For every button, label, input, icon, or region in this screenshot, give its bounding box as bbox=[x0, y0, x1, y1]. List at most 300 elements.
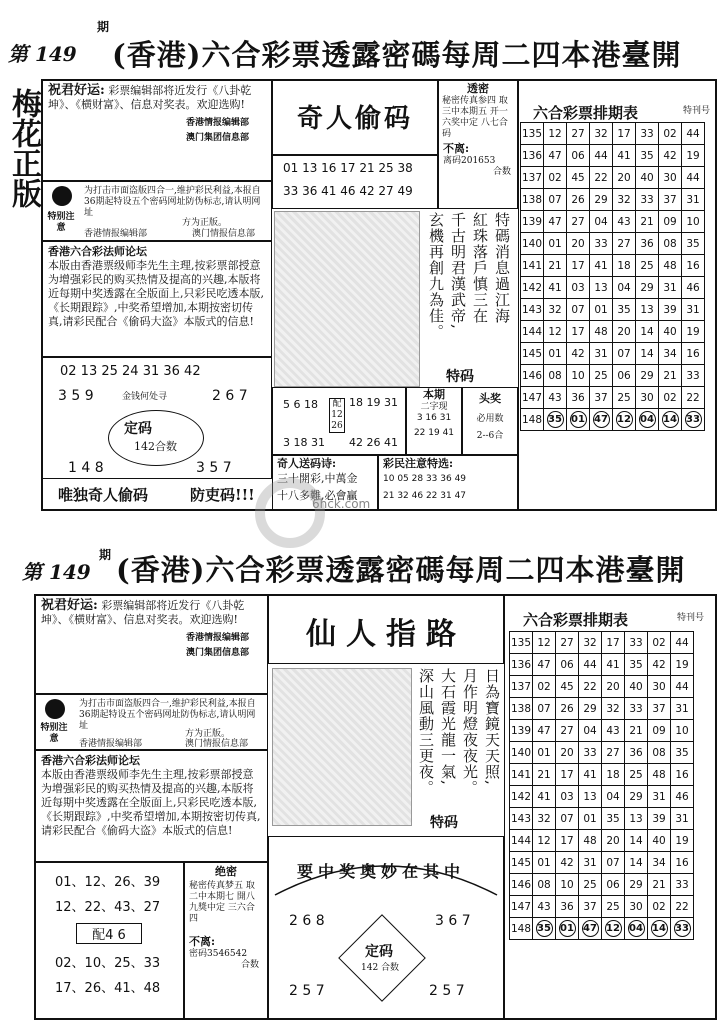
schedule-issue-cell: 142 bbox=[521, 277, 544, 299]
schedule-number-cell: 25 bbox=[579, 874, 602, 896]
notice-body: 为打击市面盗版四合一,维护彩民利益,本报自36期起特设五个密码网址防伪标志,请认明网址 bbox=[84, 186, 261, 218]
schedule-number-cell: 19 bbox=[682, 321, 705, 343]
secret-title: 透密 bbox=[467, 82, 489, 95]
schedule-circled-number bbox=[682, 409, 705, 431]
circled-number: 01 bbox=[570, 411, 587, 428]
schedule-number-cell: 31 bbox=[579, 852, 602, 874]
schedule-issue-cell: 145 bbox=[521, 343, 544, 365]
forum-box-2 bbox=[34, 750, 268, 862]
schedule-number-cell: 02 bbox=[648, 896, 671, 918]
schedule-row bbox=[521, 189, 705, 211]
schedule-number-cell: 30 bbox=[625, 896, 648, 918]
schedule-number-cell: 31 bbox=[671, 808, 694, 830]
schedule-number-cell: 09 bbox=[648, 720, 671, 742]
schedule-number-cell: 33 bbox=[625, 698, 648, 720]
schedule-number-cell: 25 bbox=[602, 896, 625, 918]
benqi-2: 22 19 41 bbox=[413, 428, 455, 438]
schedule-number-cell: 02 bbox=[659, 123, 682, 145]
benqi-title: 本期 bbox=[423, 388, 445, 401]
schedule-issue-cell: 143 bbox=[510, 808, 533, 830]
schedule-number-cell: 36 bbox=[556, 896, 579, 918]
schedule-issue-cell: 141 bbox=[510, 764, 533, 786]
pei-left-2: 3 18 31 bbox=[283, 436, 325, 449]
schedule-number-cell: 07 bbox=[544, 189, 567, 211]
issue-suffix-2: 期 bbox=[99, 548, 112, 562]
schedule-circled-number bbox=[567, 409, 590, 431]
schedule-circled-number bbox=[590, 409, 613, 431]
schedule-number-cell: 09 bbox=[659, 211, 682, 233]
benqi-1: 3 16 31 bbox=[416, 413, 452, 423]
issue-label: 第 149 bbox=[8, 42, 77, 66]
schedule-issue-cell: 136 bbox=[510, 654, 533, 676]
schedule-number-cell: 22 bbox=[682, 387, 705, 409]
schedule-number-cell: 20 bbox=[567, 233, 590, 255]
schedule-number-cell: 44 bbox=[579, 654, 602, 676]
ding-2-label: 定码 bbox=[365, 944, 393, 960]
schedule-number-cell: 07 bbox=[556, 808, 579, 830]
schedule-number-cell: 42 bbox=[556, 852, 579, 874]
schedule-number-cell: 08 bbox=[544, 365, 567, 387]
schedule-number-cell: 12 bbox=[544, 123, 567, 145]
schedule-number-cell: 12 bbox=[533, 632, 556, 654]
schedule-issue-cell: 147 bbox=[521, 387, 544, 409]
schedule-number-cell: 01 bbox=[533, 742, 556, 764]
intro-sign-2: 澳门集团信息部 bbox=[185, 133, 249, 143]
schedule-number-cell: 31 bbox=[659, 277, 682, 299]
watermark-url: 6hck.com bbox=[312, 497, 371, 511]
schedule-number-cell: 26 bbox=[567, 189, 590, 211]
footer-text: 唯独奇人偷码 bbox=[58, 486, 149, 504]
schedule-number-cell: 10 bbox=[556, 874, 579, 896]
schedule-issue-cell: 143 bbox=[521, 299, 544, 321]
songma-1: 三十開彩,中萬金 bbox=[277, 472, 358, 485]
schedule-number-cell: 43 bbox=[602, 720, 625, 742]
notice-box bbox=[41, 181, 272, 241]
schedule-number-cell: 21 bbox=[659, 365, 682, 387]
schedule-issue-cell: 135 bbox=[521, 123, 544, 145]
notice-box-2 bbox=[34, 694, 268, 750]
schedule-number-cell: 27 bbox=[556, 632, 579, 654]
caimin-2: 21 32 46 22 31 47 bbox=[383, 491, 467, 501]
schedule-row bbox=[521, 211, 705, 233]
schedule-number-cell: 35 bbox=[613, 299, 636, 321]
schedule-number-cell: 37 bbox=[579, 896, 602, 918]
schedule-number-cell: 48 bbox=[590, 321, 613, 343]
secret-buli: 不离: bbox=[443, 142, 470, 155]
schedule-number-cell: 43 bbox=[533, 896, 556, 918]
schedule-issue-cell: 138 bbox=[521, 189, 544, 211]
schedule-row bbox=[521, 255, 705, 277]
intro-sign-1-2: 香港情报编辑部 bbox=[185, 633, 249, 643]
issue-label-2: 第 149 bbox=[22, 560, 91, 584]
nums-2-4: 17、26、41、48 bbox=[55, 981, 161, 996]
toujiang-1: 必用数 bbox=[476, 414, 504, 424]
songma-2: 十八多難,必會贏 bbox=[277, 489, 358, 502]
schedule-number-cell: 48 bbox=[659, 255, 682, 277]
ding-count: 142合数 bbox=[134, 440, 177, 453]
poem-col-4: 玄機再創九為佳。 bbox=[427, 212, 445, 340]
schedule-number-cell: 27 bbox=[567, 123, 590, 145]
schedule-number-cell: 40 bbox=[625, 676, 648, 698]
schedule-number-cell: 02 bbox=[659, 387, 682, 409]
jue-buli-2: 不离: bbox=[189, 935, 216, 948]
schedule-number-cell: 33 bbox=[671, 874, 694, 896]
schedule-number-cell: 32 bbox=[602, 698, 625, 720]
schedule-number-cell: 41 bbox=[613, 145, 636, 167]
schedule-number-cell: 20 bbox=[602, 830, 625, 852]
nums-2-2: 12、22、43、27 bbox=[55, 900, 161, 915]
schedule-row bbox=[521, 343, 705, 365]
schedule-number-cell: 22 bbox=[671, 896, 694, 918]
schedule-issue-cell: 145 bbox=[510, 852, 533, 874]
schedule-number-cell: 01 bbox=[544, 233, 567, 255]
caimin-box bbox=[378, 455, 518, 511]
schedule-number-cell: 25 bbox=[590, 365, 613, 387]
intro-body-2: 彩票编辑部将近发行《八卦乾坤》、《横财富》、信息对奖表。欢迎选购! bbox=[41, 599, 245, 626]
secret-box bbox=[438, 79, 518, 209]
secret-body: 秘密传真参四 取三中本期五 开一六奖中定 八七合码 bbox=[442, 96, 508, 139]
schedule-number-cell: 35 bbox=[682, 233, 705, 255]
schedule-row bbox=[521, 365, 705, 387]
schedule-number-cell: 19 bbox=[682, 145, 705, 167]
notice-sign-2-2: 香港情报编辑部 bbox=[79, 739, 143, 749]
schedule-number-cell: 10 bbox=[671, 720, 694, 742]
schedule-number-cell: 04 bbox=[602, 786, 625, 808]
schedule-row bbox=[510, 786, 694, 808]
pei-right-2: 42 26 41 bbox=[349, 436, 398, 449]
schedule-number-cell: 21 bbox=[648, 874, 671, 896]
schedule-number-cell: 08 bbox=[648, 742, 671, 764]
schedule-number-cell: 33 bbox=[636, 123, 659, 145]
schedule-number-cell: 20 bbox=[602, 676, 625, 698]
nums-2-1: 01、12、26、39 bbox=[55, 875, 161, 890]
schedule-number-cell: 17 bbox=[567, 255, 590, 277]
schedule-number-cell: 14 bbox=[625, 830, 648, 852]
feature-nums-2: 33 36 41 46 42 27 49 bbox=[283, 184, 413, 198]
side-title: 梅花正版 bbox=[6, 88, 41, 208]
toujiang-2: 2--6合 bbox=[476, 431, 504, 441]
schedule-number-cell: 16 bbox=[682, 255, 705, 277]
schedule-number-cell: 13 bbox=[579, 786, 602, 808]
issue-suffix: 期 bbox=[97, 20, 110, 34]
circled-number: 33 bbox=[685, 411, 702, 428]
schedule-2-table bbox=[509, 631, 694, 940]
schedule-number-cell: 43 bbox=[544, 387, 567, 409]
schedule-number-cell: 16 bbox=[671, 764, 694, 786]
schedule-number-cell: 44 bbox=[590, 145, 613, 167]
schedule-number-cell: 29 bbox=[579, 698, 602, 720]
numbers-line: 02 13 25 24 31 36 42 bbox=[60, 364, 201, 379]
circled-number: 14 bbox=[662, 411, 679, 428]
circled-number: 47 bbox=[593, 411, 610, 428]
poem-col-3: 千古明君漢武帝, bbox=[449, 212, 467, 330]
schedule-circled-number bbox=[579, 918, 602, 940]
schedule-number-cell: 40 bbox=[648, 830, 671, 852]
schedule-issue-cell: 137 bbox=[510, 676, 533, 698]
schedule-number-cell: 32 bbox=[579, 632, 602, 654]
schedule-number-cell: 17 bbox=[556, 764, 579, 786]
circled-number: 12 bbox=[605, 920, 622, 937]
arc-box-2 bbox=[268, 836, 504, 1020]
intro-body: 彩票编辑部将近发行《八卦乾坤》、《横财富》、信息对奖表。欢迎选购! bbox=[48, 84, 252, 111]
schedule-issue-cell: 148 bbox=[521, 409, 544, 431]
notice-sign-1-2: 方为正版。 bbox=[185, 729, 231, 739]
schedule-number-cell: 33 bbox=[590, 233, 613, 255]
feature-title-box bbox=[272, 79, 438, 155]
schedule-number-cell: 47 bbox=[544, 211, 567, 233]
schedule-number-cell: 48 bbox=[648, 764, 671, 786]
schedule-number-cell: 18 bbox=[613, 255, 636, 277]
schedule-issue-cell: 141 bbox=[521, 255, 544, 277]
notice-sign-3-2: 澳门情报信息部 bbox=[185, 739, 249, 749]
nums-2-pei: 配4 6 bbox=[76, 923, 142, 944]
schedule-number-cell: 31 bbox=[648, 786, 671, 808]
schedule-number-cell: 47 bbox=[533, 720, 556, 742]
schedule-issue-cell: 146 bbox=[521, 365, 544, 387]
schedule-number-cell: 29 bbox=[625, 874, 648, 896]
schedule-number-cell: 40 bbox=[636, 167, 659, 189]
jue-title-2: 绝密 bbox=[215, 865, 237, 878]
schedule-number-cell: 27 bbox=[613, 233, 636, 255]
schedule-number-cell: 13 bbox=[590, 277, 613, 299]
schedule-number-cell: 02 bbox=[544, 167, 567, 189]
schedule-circled-number bbox=[625, 918, 648, 940]
ding-bottom-right: 3 5 7 bbox=[196, 460, 232, 476]
schedule-number-cell: 21 bbox=[544, 255, 567, 277]
schedule-number-cell: 39 bbox=[659, 299, 682, 321]
notice-sign-1: 方为正版。 bbox=[182, 218, 228, 228]
poem-tema: 特码 bbox=[446, 369, 474, 385]
schedule-number-cell: 06 bbox=[556, 654, 579, 676]
schedule-number-cell: 47 bbox=[544, 145, 567, 167]
schedule-number-cell: 07 bbox=[613, 343, 636, 365]
poem-2-tema: 特码 bbox=[430, 815, 458, 831]
benqi-sub: 二字现 bbox=[420, 402, 448, 412]
circled-number: 33 bbox=[674, 920, 691, 937]
schedule-number-cell: 47 bbox=[533, 654, 556, 676]
feature-nums-box bbox=[272, 155, 438, 209]
forum-box bbox=[41, 241, 272, 357]
schedule-number-cell: 07 bbox=[567, 299, 590, 321]
circled-number: 14 bbox=[651, 920, 668, 937]
schedule-number-cell: 04 bbox=[590, 211, 613, 233]
schedule-issue-cell: 135 bbox=[510, 632, 533, 654]
schedule-issue-cell: 147 bbox=[510, 896, 533, 918]
schedule-row bbox=[521, 145, 705, 167]
schedule-number-cell: 30 bbox=[659, 167, 682, 189]
schedule-issue-cell: 139 bbox=[510, 720, 533, 742]
schedule-number-cell: 30 bbox=[636, 387, 659, 409]
circled-number: 47 bbox=[582, 920, 599, 937]
secret-heshu: 合数 bbox=[492, 167, 511, 177]
schedule-issue-cell: 138 bbox=[510, 698, 533, 720]
ding-arc-text: 金钱何处寻 bbox=[122, 392, 168, 402]
schedule-number-cell: 27 bbox=[556, 720, 579, 742]
schedule-number-cell: 41 bbox=[533, 786, 556, 808]
schedule-row bbox=[521, 123, 705, 145]
schedule-row bbox=[510, 852, 694, 874]
schedule-number-cell: 01 bbox=[544, 343, 567, 365]
schedule-number-cell: 32 bbox=[613, 189, 636, 211]
schedule-number-cell: 29 bbox=[590, 189, 613, 211]
schedule-number-cell: 42 bbox=[567, 343, 590, 365]
poem-2-col-2: 月作明燈夜夜光。 bbox=[461, 668, 479, 796]
pei-box bbox=[272, 387, 406, 455]
arc-text: 要中奖奥妙在其中 bbox=[297, 862, 466, 881]
feature-title-box-2 bbox=[268, 594, 504, 664]
notice-body-2: 为打击市面盗版四合一,维护彩民利益,本报自36期起特设五个密码网址防伪标志,请认明网址 bbox=[79, 699, 256, 731]
schedule-number-cell: 39 bbox=[648, 808, 671, 830]
jue-heshu-2: 合数 bbox=[240, 960, 259, 970]
schedule-number-cell: 37 bbox=[590, 387, 613, 409]
ding-oval bbox=[108, 410, 204, 466]
schedule-row-current bbox=[521, 409, 705, 431]
schedule-number-cell: 29 bbox=[636, 365, 659, 387]
benqi-box bbox=[406, 387, 462, 455]
schedule-row bbox=[521, 321, 705, 343]
ding-2-bl: 2 5 7 bbox=[289, 983, 325, 999]
schedule-row bbox=[510, 720, 694, 742]
schedule-circled-number bbox=[544, 409, 567, 431]
intro-sign-1: 香港情报编辑部 bbox=[185, 118, 249, 128]
schedule-circled-number bbox=[556, 918, 579, 940]
schedule-number-cell: 31 bbox=[682, 299, 705, 321]
schedule-row bbox=[510, 698, 694, 720]
headline: (香港)六合彩票透露密碼每周二四本港臺開 bbox=[112, 38, 682, 72]
schedule-number-cell: 42 bbox=[659, 145, 682, 167]
schedule-number-cell: 17 bbox=[613, 123, 636, 145]
schedule-row bbox=[521, 387, 705, 409]
schedule-row bbox=[521, 299, 705, 321]
schedule-number-cell: 37 bbox=[659, 189, 682, 211]
schedule-circled-number bbox=[533, 918, 556, 940]
circled-number: 04 bbox=[628, 920, 645, 937]
pei-left-1: 5 6 18 bbox=[283, 398, 318, 411]
schedule-number-cell: 01 bbox=[590, 299, 613, 321]
schedule-number-cell: 12 bbox=[544, 321, 567, 343]
nums-2-3: 02、10、25、33 bbox=[55, 956, 161, 971]
schedule-number-cell: 17 bbox=[602, 632, 625, 654]
ding-bottom-left: 1 4 8 bbox=[68, 460, 104, 476]
schedule-row bbox=[510, 896, 694, 918]
schedule-number-cell: 12 bbox=[533, 830, 556, 852]
schedule-2-tag: 特刊号 bbox=[677, 613, 705, 623]
schedule-number-cell: 07 bbox=[602, 852, 625, 874]
forum-body-2: 本版由香港票级师李先生主理,按彩票部授意为增强彩民的购买热情及提高的兴趣,本版将近每期中奖透露在全版面上,只彩民吃透本版,《长期跟踪》,中奖希望增加,本期按密切传真,请彩民配合《偷码大盗》本版式的信息! bbox=[41, 768, 261, 837]
jue-code-2: 密码3546542 bbox=[189, 949, 248, 959]
schedule-issue-cell: 146 bbox=[510, 874, 533, 896]
schedule-number-cell: 13 bbox=[636, 299, 659, 321]
schedule-row bbox=[510, 808, 694, 830]
schedule-number-cell: 44 bbox=[682, 123, 705, 145]
schedule-issue-cell: 148 bbox=[510, 918, 533, 940]
toujiang-box bbox=[462, 387, 518, 455]
schedule-1-title: 六合彩票排期表 bbox=[533, 104, 639, 122]
jue-box-2 bbox=[184, 862, 268, 1020]
circled-number: 35 bbox=[547, 411, 564, 428]
schedule-number-cell: 45 bbox=[567, 167, 590, 189]
schedule-number-cell: 01 bbox=[533, 852, 556, 874]
schedule-number-cell: 35 bbox=[602, 808, 625, 830]
schedule-number-cell: 30 bbox=[648, 676, 671, 698]
schedule-number-cell: 14 bbox=[636, 343, 659, 365]
schedule-row bbox=[521, 277, 705, 299]
schedule-number-cell: 08 bbox=[659, 233, 682, 255]
schedule-number-cell: 41 bbox=[579, 764, 602, 786]
schedule-number-cell: 29 bbox=[636, 277, 659, 299]
schedule-number-cell: 25 bbox=[625, 764, 648, 786]
schedule-number-cell: 25 bbox=[613, 387, 636, 409]
schedule-number-cell: 13 bbox=[625, 808, 648, 830]
schedule-number-cell: 14 bbox=[636, 321, 659, 343]
feature-nums-1: 01 13 16 17 21 25 38 bbox=[283, 161, 413, 175]
bomb-icon-2 bbox=[45, 699, 65, 719]
schedule-number-cell: 17 bbox=[556, 830, 579, 852]
nums-box-2 bbox=[34, 862, 184, 1020]
intro-box-2 bbox=[34, 594, 268, 694]
caimin-1: 10 05 28 33 36 49 bbox=[383, 474, 467, 484]
schedule-number-cell: 46 bbox=[682, 277, 705, 299]
schedule-number-cell: 41 bbox=[590, 255, 613, 277]
ding-top-left: 3 5 9 bbox=[58, 388, 94, 404]
schedule-number-cell: 16 bbox=[682, 343, 705, 365]
headline-2: (香港)六合彩票透露密碼每周二四本港臺開 bbox=[116, 553, 686, 587]
poem-2-col-4: 深山風動三更夜。 bbox=[417, 668, 435, 796]
schedule-number-cell: 21 bbox=[625, 720, 648, 742]
circled-number: 01 bbox=[559, 920, 576, 937]
schedule-number-cell: 44 bbox=[671, 632, 694, 654]
schedule-number-cell: 21 bbox=[533, 764, 556, 786]
ding-2-tl: 2 6 8 bbox=[289, 913, 325, 929]
schedule-1-table bbox=[520, 122, 705, 431]
schedule-row bbox=[510, 676, 694, 698]
intro-heading-2: 祝君好运: bbox=[41, 598, 98, 613]
schedule-row bbox=[521, 167, 705, 189]
schedule-number-cell: 02 bbox=[533, 676, 556, 698]
schedule-issue-cell: 136 bbox=[521, 145, 544, 167]
schedule-number-cell: 32 bbox=[544, 299, 567, 321]
schedule-number-cell: 46 bbox=[671, 786, 694, 808]
schedule-number-cell: 04 bbox=[579, 720, 602, 742]
schedule-1 bbox=[518, 79, 717, 511]
schedule-number-cell: 43 bbox=[613, 211, 636, 233]
songma-title: 奇人送码诗: bbox=[277, 457, 337, 470]
schedule-issue-cell: 140 bbox=[510, 742, 533, 764]
schedule-number-cell: 17 bbox=[567, 321, 590, 343]
schedule-number-cell: 22 bbox=[590, 167, 613, 189]
poem-col-2: 紅珠落戶慎三在 bbox=[471, 212, 489, 324]
watermark-stamp bbox=[255, 478, 325, 548]
schedule-issue-cell: 139 bbox=[521, 211, 544, 233]
schedule-row bbox=[510, 874, 694, 896]
intro-box bbox=[41, 79, 272, 181]
schedule-number-cell: 16 bbox=[671, 852, 694, 874]
schedule-number-cell: 31 bbox=[590, 343, 613, 365]
schedule-number-cell: 10 bbox=[682, 211, 705, 233]
schedule-number-cell: 40 bbox=[659, 321, 682, 343]
schedule-number-cell: 45 bbox=[556, 676, 579, 698]
immortals-illustration bbox=[272, 668, 412, 826]
schedule-number-cell: 01 bbox=[579, 808, 602, 830]
schedule-number-cell: 03 bbox=[556, 786, 579, 808]
schedule-row bbox=[521, 233, 705, 255]
schedule-number-cell: 19 bbox=[671, 654, 694, 676]
schedule-number-cell: 34 bbox=[659, 343, 682, 365]
notice-label-2: 特别注意 bbox=[40, 723, 68, 744]
schedule-number-cell: 36 bbox=[567, 387, 590, 409]
schedule-number-cell: 04 bbox=[613, 277, 636, 299]
schedule-number-cell: 35 bbox=[636, 145, 659, 167]
